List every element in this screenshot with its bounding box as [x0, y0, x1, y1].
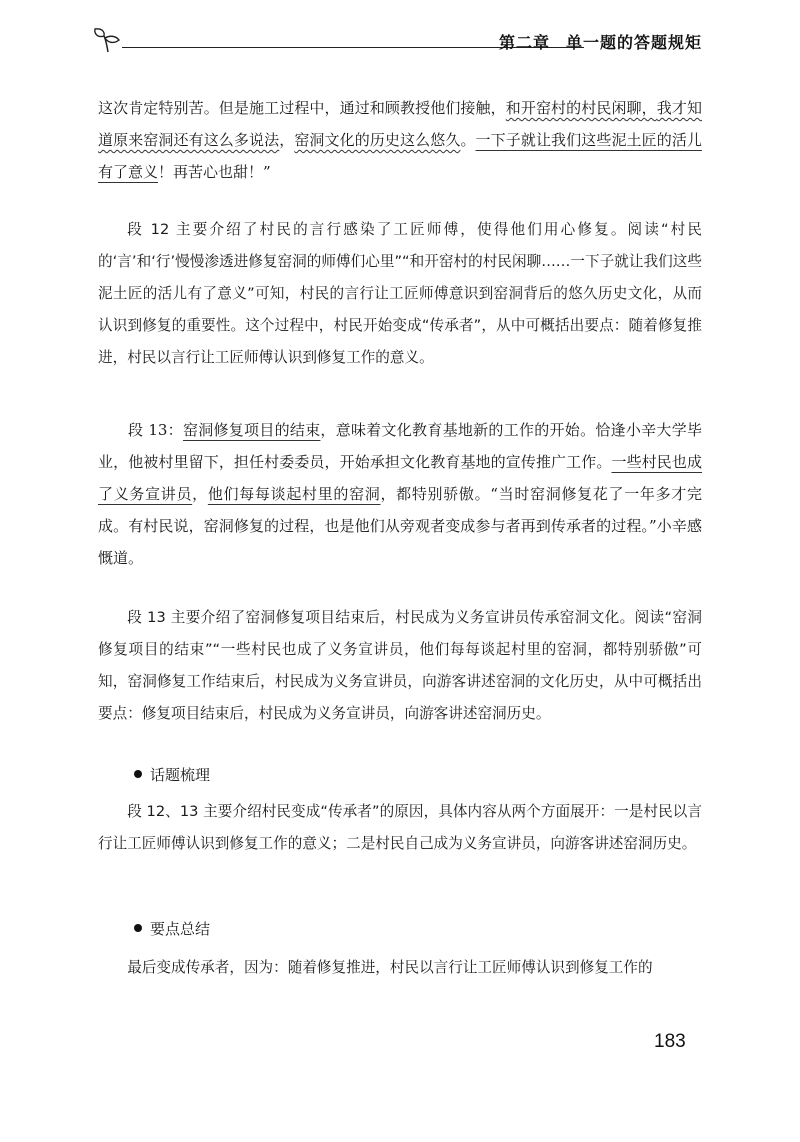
page-number: 183 [654, 1031, 686, 1052]
analysis-paragraph-13: 段 13 主要介绍了窑洞修复项目结束后，村民成为义务宣讲员传承窑洞文化。阅读“窑洞修复项目的结束”“一些村民也成了义务宣讲员，他们每每谈起村里的窑洞，都特别骄傲”可知，窑洞修复工作结束后，村民成为义务宣讲员，向游客讲述窑洞的文化历史，从中可概括出要点：修复项目结束后，村民成为义务宣讲员，向游客讲述窑洞历史。 [98, 609, 702, 722]
quote-paragraph: 这次肯定特别苦。但是施工过程中，通过和顾教授他们接触，和开窑村的村民闲聊，我才知道原来窑洞还有这么多说法，窑洞文化的历史这么悠久。一下子就让我们这些泥土匠的活儿有了意义！再苦心也甜！” [98, 99, 702, 181]
source-paragraph-13: 段 13：窑洞修复项目的结束，意味着文化教育基地新的工作的开始。恰逢小辛大学毕业，他被村里留下，担任村委委员，开始承担文化教育基地的宣传推广工作。一些村民也成了义务宣讲员，他们每每谈起村里的窑洞，都特别骄傲。“当时窑洞修复花了一年多才完成。有村民说，窑洞修复的过程，也是他们从旁观者变成参与者再到传承者的过程。”小辛感慨道。 [98, 421, 702, 567]
chapter-title: 单一题的答题规矩 [565, 33, 702, 52]
bullet-icon [134, 924, 142, 932]
sprout-icon [92, 26, 124, 54]
summary-heading: 要点总结 [134, 918, 210, 939]
summary-paragraph: 最后变成传承者，因为：随着修复推进，村民以言行让工匠师傅认识到修复工作的 [127, 959, 653, 976]
chapter-number: 第二章 [498, 33, 550, 52]
bullet-icon [134, 770, 142, 778]
running-header [92, 22, 702, 56]
topic-paragraph: 段 12、13 主要介绍村民变成“传承者”的原因，具体内容从两个方面展开：一是村民以言行让工匠师傅认识到修复工作的意义；二是村民自己成为义务宣讲员，向游客讲述窑洞历史。 [98, 803, 702, 852]
analysis-paragraph-12: 段 12 主要介绍了村民的言行感染了工匠师傅，使得他们用心修复。阅读“村民的‘言’和‘行’慢慢渗透进修复窑洞的师傅们心里”“和开窑村的村民闲聊……一下子就让我们这些泥土匠的活儿有了意义”可知，村民的言行让工匠师傅意识到窑洞背后的悠久历史文化，从而认识到修复的重要性。这个过程中，村民开始变成“传承者”，从中可概括出要点：随着修复推进，村民以言行让工匠师傅认识到修复工作的意义。 [98, 221, 702, 366]
topic-heading: 话题梳理 [134, 764, 210, 785]
chapter-heading [499, 30, 702, 53]
